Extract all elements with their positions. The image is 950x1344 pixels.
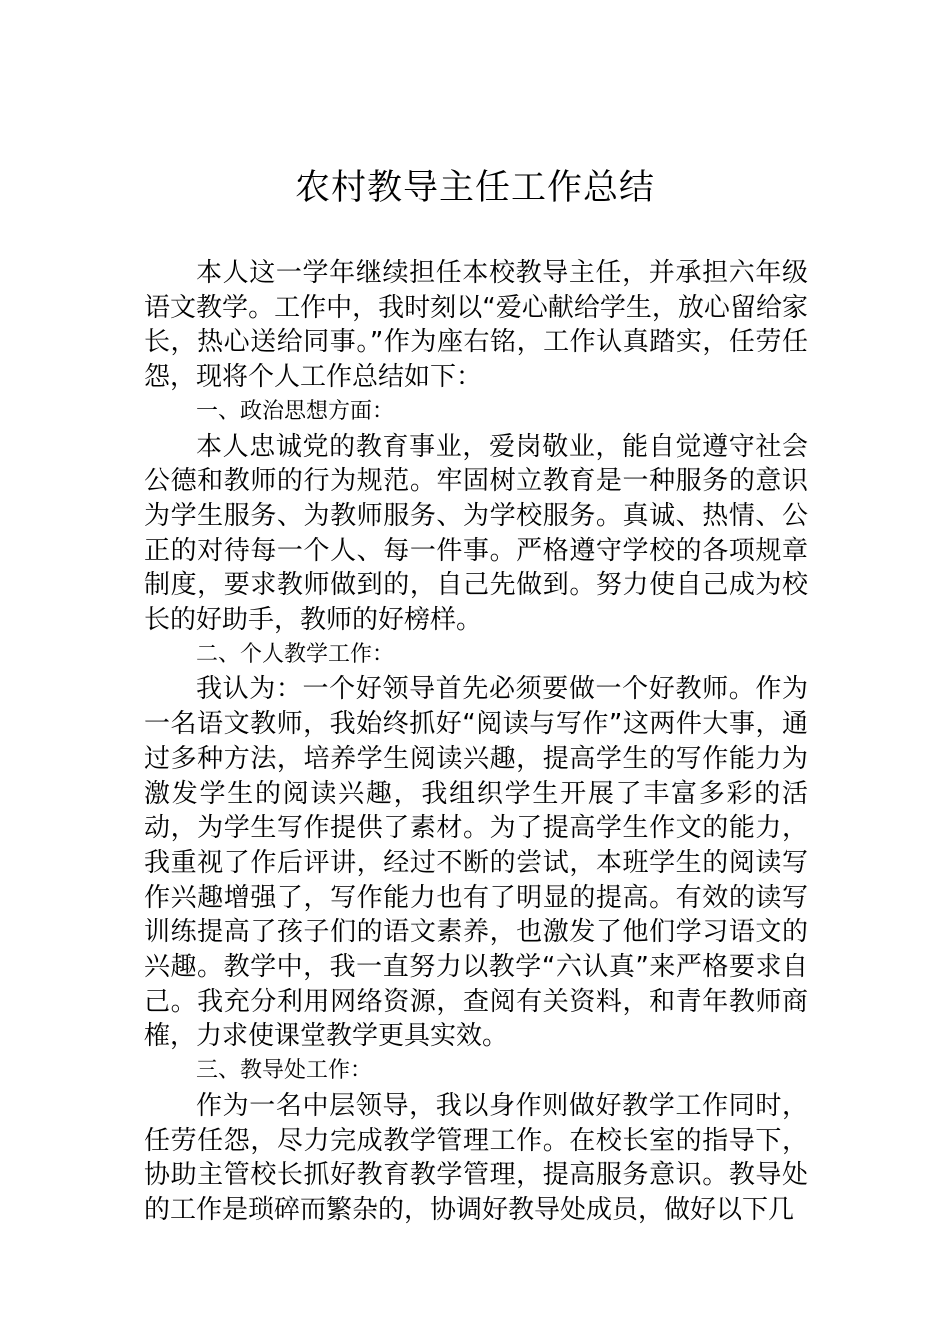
intro-paragraph: 本人这一学年继续担任本校教导主任，并承担六年级语文教学。工作中，我时刻以“爱心献给学生，放心留给家长，热心送给同事。”作为座右铭，工作认真踏实，任劳任怨，现将个人工作总结如下： bbox=[144, 258, 808, 393]
document-body bbox=[144, 256, 808, 1228]
section-paragraph-teaching: 我认为：一个好领导首先必须要做一个好教师。作为一名语文教师，我始终抓好“阅读与写作”这两件大事，通过多种方法，培养学生阅读兴趣，提高学生的写作能力为激发学生的阅读兴趣，我组织学生开展了丰富多彩的活动，为学生写作提供了素材。为了提高学生作文的能力，我重视了作后评讲，经过不断的尝试，本班学生的阅读写作兴趣增强了，写作能力也有了明显的提高。有效的读写训练提高了孩子们的语文素养，也激发了他们学习语文的兴趣。教学中，我一直努力以教学“六认真”来严格要求自己。我充分利用网络资源，查阅有关资料，和青年教师商榷，力求使课堂教学更具实效。 bbox=[144, 674, 808, 1052]
section-heading-office: 三、教导处工作： bbox=[196, 1058, 373, 1084]
section-heading-teaching: 二、个人教学工作： bbox=[196, 641, 395, 667]
section-heading-politics: 一、政治思想方面： bbox=[196, 398, 395, 424]
document-title: 农村教导主任工作总结 bbox=[294, 168, 655, 208]
section-paragraph-office: 作为一名中层领导，我以身作则做好教学工作同时，任劳任怨，尽力完成教学管理工作。在校长室的指导下，协助主管校长抓好教育教学管理，提高服务意识。教导处的工作是琐碎而繁杂的，协调好教导处成员，做好以下几 bbox=[144, 1090, 808, 1225]
section-paragraph-politics: 本人忠诚党的教育事业，爱岗敬业，能自觉遵守社会公德和教师的行为规范。牢固树立教育是一种服务的意识为学生服务、为教师服务、为学校服务。真诚、热情、公正的对待每一个人、每一件事。严格遵守学校的各项规章制度，要求教师做到的，自己先做到。努力使自己成为校长的好助手，教师的好榜样。 bbox=[144, 431, 808, 636]
